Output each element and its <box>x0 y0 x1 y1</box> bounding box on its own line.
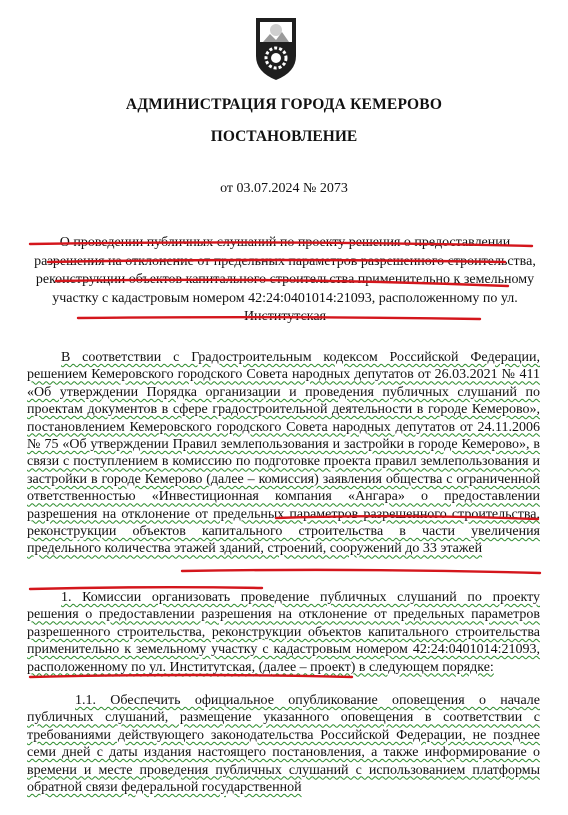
clause-1-paragraph: 1. Комиссии организовать проведение публичных слушаний по проекту решения о предоставлении разрешения на отклонение от предельных параметров разрешенного строительства, реконструкции объектов капитального строительства применительно к земельному участку с кадастровым номером 42:24:0401014:21093, расположенному по ул. Институтская, (далее – проект) в следующем порядке: <box>27 590 540 675</box>
preamble-paragraph: В соответствии с Градостроительным кодексом Российской Федерации, решением Кемеровского городского Совета народных депутатов от 26.03.2021 № 411 «Об утверждении Порядка организации и проведения публичных слушаний по проектам документов в сфере градостроительной деятельности в городе Кемерово», постановлением Кемеровского городского Совета народных депутатов от 24.11.2006 № 75 «Об утверждении Правил землепользования и застройки в городе Кемерово», в связи с поступлением в комиссию по подготовке проекта правил землепользования и застройки в городе Кемерово (далее – комиссия) заявления общества с ограниченной ответственностью «Инвестиционная компания «Ангара» о предоставлении разрешения на отклонение от предельных параметров разрешенного строительства, реконструкции объектов капитального строительства в части увеличения предельного количества этажей зданий, строений, сооружений до 33 этажей <box>27 350 540 557</box>
red-underline <box>182 570 540 573</box>
coat-of-arms-icon <box>253 12 299 82</box>
document-date-number: от 03.07.2024 № 2073 <box>220 181 348 196</box>
resolution-title: О проведении публичных слушаний по проекту решения о предоставлении разрешения на отклонение от предельных параметров разрешенного строительства, реконструкции объектов капитального строительства применительно к земельному участку с кадастровым номером 42:24:0401014:21093, расположенному по ул. Институтская <box>34 235 536 325</box>
document-type: ПОСТАНОВЛЕНИЕ <box>210 128 358 145</box>
organization-name: АДМИНИСТРАЦИЯ ГОРОДА КЕМЕРОВО <box>125 96 443 113</box>
clause-1-1-paragraph: 1.1. Обеспечить официальное опубликование оповещения о начале публичных слушаний, размещение указанного оповещения в соответствии с требованиями действующего законодательства Российской Федерации, не позднее семи дней с даты издания настоящего постановления, а также информирование о времени и месте проведения публичных слушаний с использованием платформы обратной связи федеральной государственной <box>27 693 540 796</box>
